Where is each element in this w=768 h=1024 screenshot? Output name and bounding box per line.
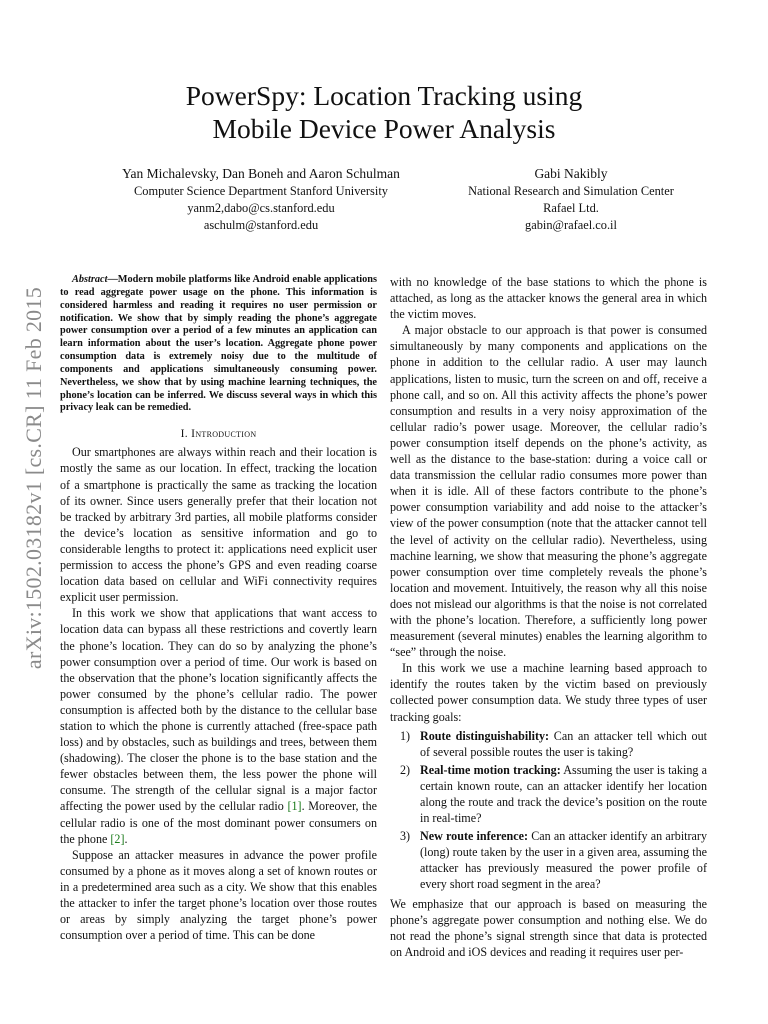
goal-text: Can an attacker identify an arbitrary (long) route taken by the user in a given area, assuming the attacker has previously measured the power profile of every short road segment in the area? [420,829,708,892]
list-number: 2) [400,762,411,777]
left-column [60,274,377,943]
section-heading [60,426,377,442]
author-affiliation: Computer Science Department Stanford University [134,184,388,198]
author-email: yanm2,dabo@cs.stanford.edu [187,201,335,215]
goal-text: Can an attacker tell which out of several possible routes the user is taking? [420,728,707,759]
list-number: 3) [400,829,411,844]
intro-paragraph-2 [60,605,377,846]
author-email: gabin@rafael.co.il [525,218,617,232]
title-line-1: PowerSpy: Location Tracking using [185,80,583,111]
abstract-text: Modern mobile platforms like Android enable applications to read aggregate power usage on the phone. This information is considered harmless and reading it requires no user permission or notification. We show that by simply reading the phone’s aggregate power consumption over a period of a few minutes an application can learn information about the user’s location. Aggregate phone power consumption data is extremely noisy due to the multitude of components and applications simultaneously consuming power. Nevertheless, we show that by using machine learning techniques, the phone’s location can be inferred. We discuss several ways in which this privacy leak can be remedied. [60,274,377,414]
section-number: I. [180,427,188,441]
intro-paragraph-3-continued: with no knowledge of the base stations to which the phone is attached, as long as the attacker knows the general area in which the victim moves. [390,275,707,322]
goal-label: New route inference: [420,829,529,844]
list-number: 1) [400,728,411,743]
author-names: Gabi Nakibly [534,166,608,181]
author-names: Yan Michalevsky, Dan Boneh and Aaron Schulman [122,166,400,181]
author-email: aschulm@stanford.edu [203,218,319,232]
paragraph-text: In this work we show that applications that want access to location data can bypass all these restrictions and covertly learn the phone’s location. They can do so by analyzing the phone’s power consumption over a period of time. Our work is based on the observation that the phone’s location significantly affects the power consumed by the phone’s cellular radio. The power consumption is affected both by the distance to the cellular base station to which the phone is currently attached (free-space path loss) and by obstacles, such as buildings and trees, between them (shadowing). The closer the phone is to the base station and the fewer obstacles between them, the less power the phone will consume. The strength of the cellular signal is a major factor affecting the power used by the cellular radio [60,606,377,814]
right-column [390,274,707,960]
citation-link-1[interactable]: [1] [287,799,302,814]
paragraph-text: . [124,831,128,846]
citation-link-2[interactable]: [2] [110,831,125,846]
intro-paragraph-4: A major obstacle to our approach is that power is consumed simultaneously by many components and applications on the phone in addition to the cellular radio. A user may launch applications, listen to music, turn the screen on and off, receive a phone call, and so on. All this activity affects the phone’s power consumption and results in a very noisy approximation of the cellular radio’s power usage. Moreover, the cellular radio’s power consumption itself depends on the phone’s activity, as well as the distance to the base-station: during a voice call or data transmission the cellular radio consumes more power than when it is idle. All of these factors contribute to the phone’s power consumption variability and add noise to the attacker’s view of the power consumption (note that the attacker cannot tell the level of activity on the cellular radio). Nevertheless, using machine learning, we show that measuring the phone’s aggregate power consumption over time completely reveals the phone’s location and movement. Intuitively, the reason why all this noise does not mislead our algorithms is that the noise is not correlated with the phone’s location. Therefore, a sufficiently long power measurement (several minutes) enables the learning algorithm to “see” through the noise. [390,323,707,660]
paper-title [0,79,768,145]
list-item [390,828,707,892]
author-block-stanford [96,164,426,234]
abstract-dash: — [107,274,118,285]
intro-paragraph-6: We emphasize that our approach is based on measuring the phone’s aggregate power consumption and nothing else. We do not read the phone’s signal strength since that data is protected on Android and iOS devices and reading it requires user per- [390,896,707,959]
section-title: Introduction [191,427,257,441]
arxiv-stamp-text: arXiv:1502.03182v1 [cs.CR] 11 Feb 2015 [21,286,46,670]
arxiv-stamp [14,248,54,708]
intro-paragraph-1: Our smartphones are always within reach and their location is mostly the same as our location. In effect, tracking the location of a smartphone is practically the same as tracking the location of its owner. Since users generally prefer that their location not be tracked by arbitrary 3rd parties, all mobile platforms consider the device’s location as sensitive information and go to considerable lengths to protect it: applications need explicit user permission to access the phone’s GPS and even reading coarse location data based on cellular and WiFi connectivity requires explicit user permission. [60,445,377,605]
goal-text: Assuming the user is taking a certain known route, can an attacker identify her location along the route and track the device’s position on the route in real-time? [420,762,707,826]
list-item [390,728,707,760]
abstract-label: Abstract [72,274,108,285]
tracking-goals-list [390,728,707,893]
author-affiliation: National Research and Simulation Center [468,184,674,198]
abstract [60,274,377,415]
author-organization: Rafael Ltd. [543,201,599,215]
author-block-rafael [430,164,712,234]
list-item [390,762,707,826]
intro-paragraph-3: Suppose an attacker measures in advance the power profile consumed by a phone as it moves along a set of known routes or in a predetermined area such as a city. We show that this enables the attacker to infer the target phone’s location over those routes or areas by simply analyzing the target phone’s power consumption over a period of time. This can be done [60,847,377,943]
paragraph-text: . Moreover, the cellular radio is one of the most dominant power consumers on the phone [60,799,377,846]
goal-label: Real-time motion tracking: [420,762,561,777]
intro-paragraph-5: In this work we use a machine learning based approach to identify the routes taken by the victim based on previously collected power consumption data. We study three types of user tracking goals: [390,661,707,724]
title-line-2: Mobile Device Power Analysis [212,113,556,144]
goal-label: Route distinguishability: [420,728,550,743]
